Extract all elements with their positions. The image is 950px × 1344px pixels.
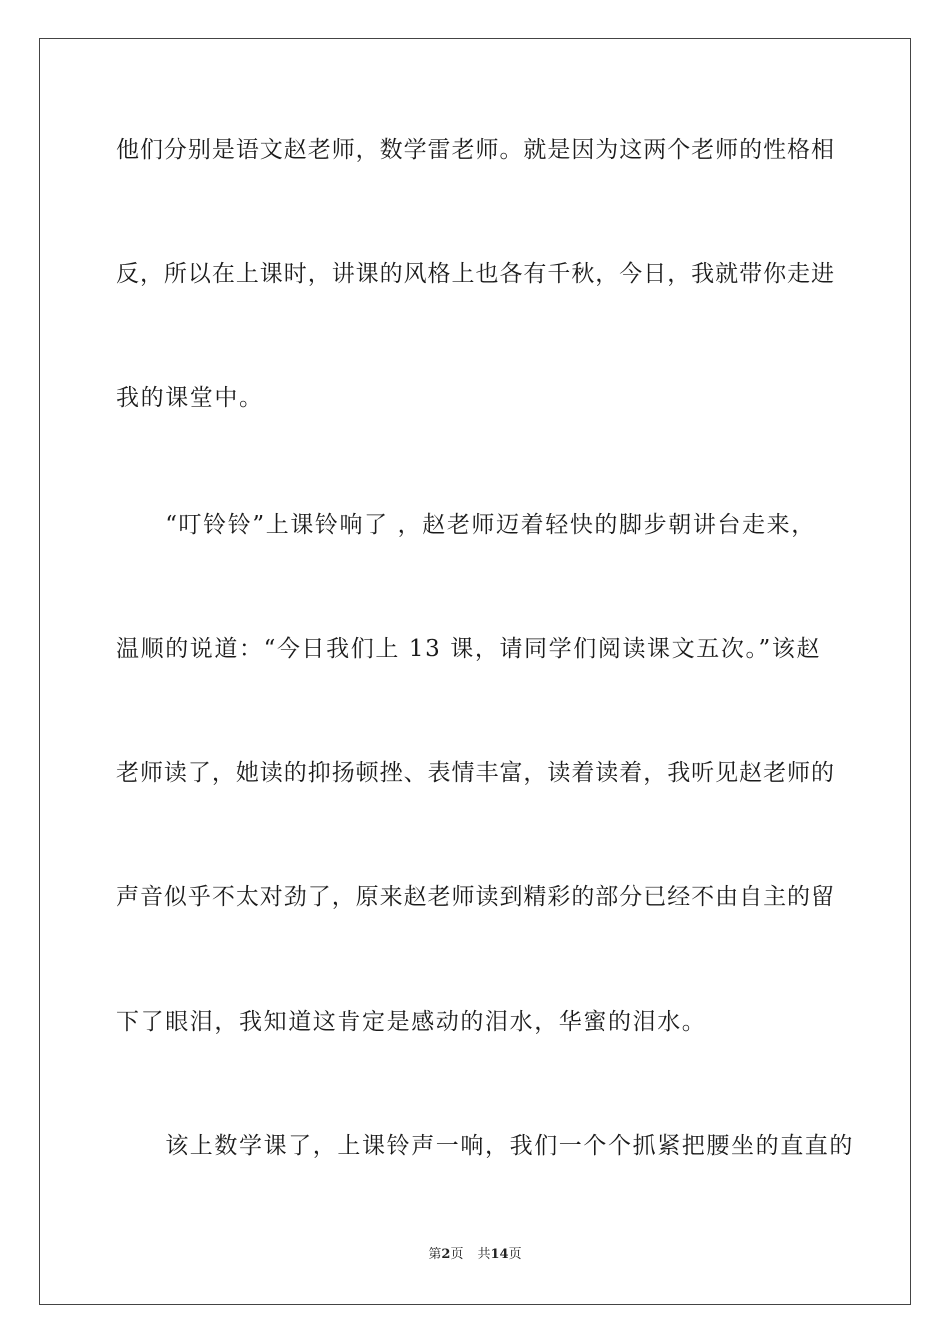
body-line-8: 下了眼泪，我知道这肯定是感动的泪水，华蜜的泪水。 (116, 1009, 707, 1035)
footer-total-prefix: 共 (477, 1247, 491, 1262)
body-line-6: 老师读了，她读的抑扬顿挫、表情丰富，读着读着，我听见赵老师的 (116, 760, 834, 786)
body-line-9: 该上数学课了，上课铃声一响，我们一个个抓紧把腰坐的直直的 (116, 1133, 854, 1159)
footer-total-pages: 14 (490, 1247, 509, 1262)
footer-page-number: 2 (441, 1247, 451, 1262)
page-border (39, 38, 911, 1305)
body-line-2: 反，所以在上课时，讲课的风格上也各有千秋，今日，我就带你走进 (116, 261, 834, 287)
body-line-4: “叮铃铃”上课铃响了 ，赵老师迈着轻快的脚步朝讲台走来， (116, 512, 816, 538)
body-line-3: 我的课堂中。 (116, 385, 264, 411)
body-line-7: 声音似乎不太对劲了，原来赵老师读到精彩的部分已经不由自主的留 (116, 884, 834, 910)
page-footer (0, 1247, 950, 1263)
footer-page-prefix: 第 (428, 1247, 442, 1262)
body-line-1: 他们分别是语文赵老师，数学雷老师。就是因为这两个老师的性格相 (116, 137, 834, 163)
footer-total-suffix: 页 (508, 1247, 522, 1262)
body-line-5: 温顺的说道：“今日我们上 13 课，请同学们阅读课文五次。”该赵 (116, 636, 822, 662)
footer-page-suffix: 页 (450, 1247, 464, 1262)
